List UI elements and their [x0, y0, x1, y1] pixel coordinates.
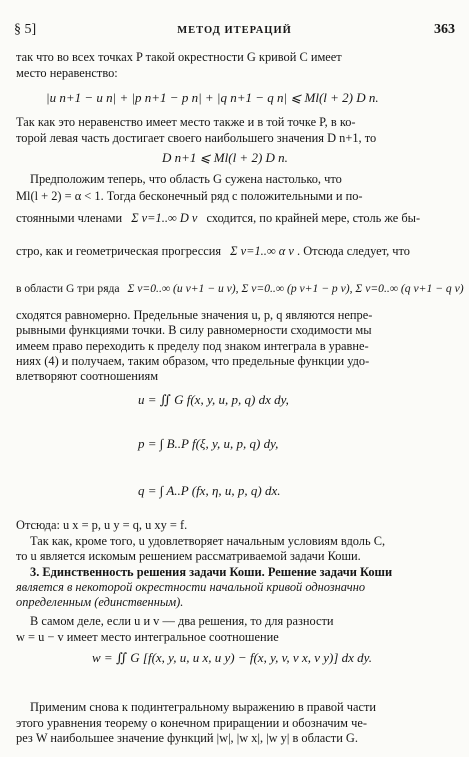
formula-u: u = ∬ G f(x, y, u, p, q) dx dy,	[138, 392, 289, 407]
text-segment: стоянными членами	[16, 211, 123, 225]
text-line-3: Так как это неравенство имеет место также и в той точке P, в ко-	[16, 115, 356, 129]
page-number: 363	[434, 22, 455, 37]
text-line-13: ниях (4) и получаем, таким образом, что предельные функции удо-	[16, 354, 370, 368]
text-segment: в области G три ряда	[16, 282, 120, 295]
text-line-7	[16, 211, 456, 227]
series-formula: Σ ν=1..∞ α ν	[230, 244, 294, 258]
text-line-5: Предположим теперь, что область G сужена настолько, что	[30, 172, 342, 186]
text-line-11: рывными функциями точки. В силу равномерности сходимости мы	[16, 323, 372, 337]
text-line-22: w = u − v имеет место интегральное соотношение	[16, 630, 279, 644]
text-line-14: влетворяют соотношениям	[16, 369, 159, 383]
subsection-heading: 3. Единственность решения задачи Коши. Решение задачи Коши	[30, 565, 393, 579]
text-line-4: торой левая часть достигает своего наибольшего значения D n+1, то	[16, 131, 377, 145]
text-line-21: В самом деле, если u и v — два решения, то для разности	[30, 614, 334, 628]
text-line-15: Отсюда: u x = p, u y = q, u xy = f.	[16, 518, 188, 532]
text-segment: стро, как и геометрическая прогрессия	[16, 244, 222, 258]
running-header	[14, 22, 455, 40]
text-segment: сходится, по крайней мере, столь же бы-	[206, 211, 421, 225]
formula-inequality-2: D n+1 ⩽ Ml(l + 2) D n.	[162, 150, 288, 165]
formula-w: w = ∬ G [f(x, y, u, u x, u y) − f(x, y, v, v x, v y)] dx dy.	[92, 650, 372, 665]
theorem-line-2: определенным (единственным).	[16, 595, 184, 609]
text-line-2: место неравенство:	[16, 66, 118, 80]
text-line-8	[16, 244, 456, 260]
text-line-16: Так как, кроме того, u удовлетворяет начальным условиям вдоль C,	[30, 534, 386, 548]
text-line-25: рез W наибольшее значение функций |w|, |w x|, |w y| в области G.	[16, 731, 358, 745]
text-line-24: этого уравнения теорему о конечном приращении и обозначим че-	[16, 716, 367, 730]
formula-p: p = ∫ B..P f(ξ, y, u, p, q) dy,	[138, 436, 279, 451]
text-line-10: сходятся равномерно. Предельные значения u, p, q являются непре-	[16, 308, 373, 322]
text-line-17: то u является искомым решением рассматриваемой задачи Коши.	[16, 549, 361, 563]
formula-inequality-1: |u n+1 − u n| + |p n+1 − p n| + |q n+1 − q n| ⩽ Ml(l + 2) D n.	[46, 90, 379, 105]
series-formula: Σ ν=0..∞ (u ν+1 − u ν), Σ ν=0..∞ (p ν+1 − p ν), Σ ν=0..∞ (q ν+1 − q ν)	[127, 282, 464, 295]
theorem-line-1: является в некоторой окрестности начальной кривой однозначно	[16, 580, 366, 594]
section-number: § 5]	[14, 22, 37, 37]
running-title: МЕТОД ИТЕРАЦИЙ	[177, 25, 292, 36]
text-line-12: имеем право переходить к пределу под знаком интеграла в уравне-	[16, 339, 369, 353]
text-line-1: так что во всех точках P такой окрестности G кривой C имеет	[16, 50, 342, 64]
text-line-6: Ml(l + 2) = α < 1. Тогда бесконечный ряд с положительными и по-	[16, 189, 363, 203]
text-line-23: Применим снова к подинтегральному выражению в правой части	[30, 700, 377, 714]
series-formula: Σ ν=1..∞ D ν	[131, 211, 198, 225]
text-segment: . Отсюда следует, что	[297, 244, 410, 258]
formula-q: q = ∫ A..P (fx, η, u, p, q) dx.	[138, 483, 281, 498]
text-line-9	[16, 281, 464, 297]
